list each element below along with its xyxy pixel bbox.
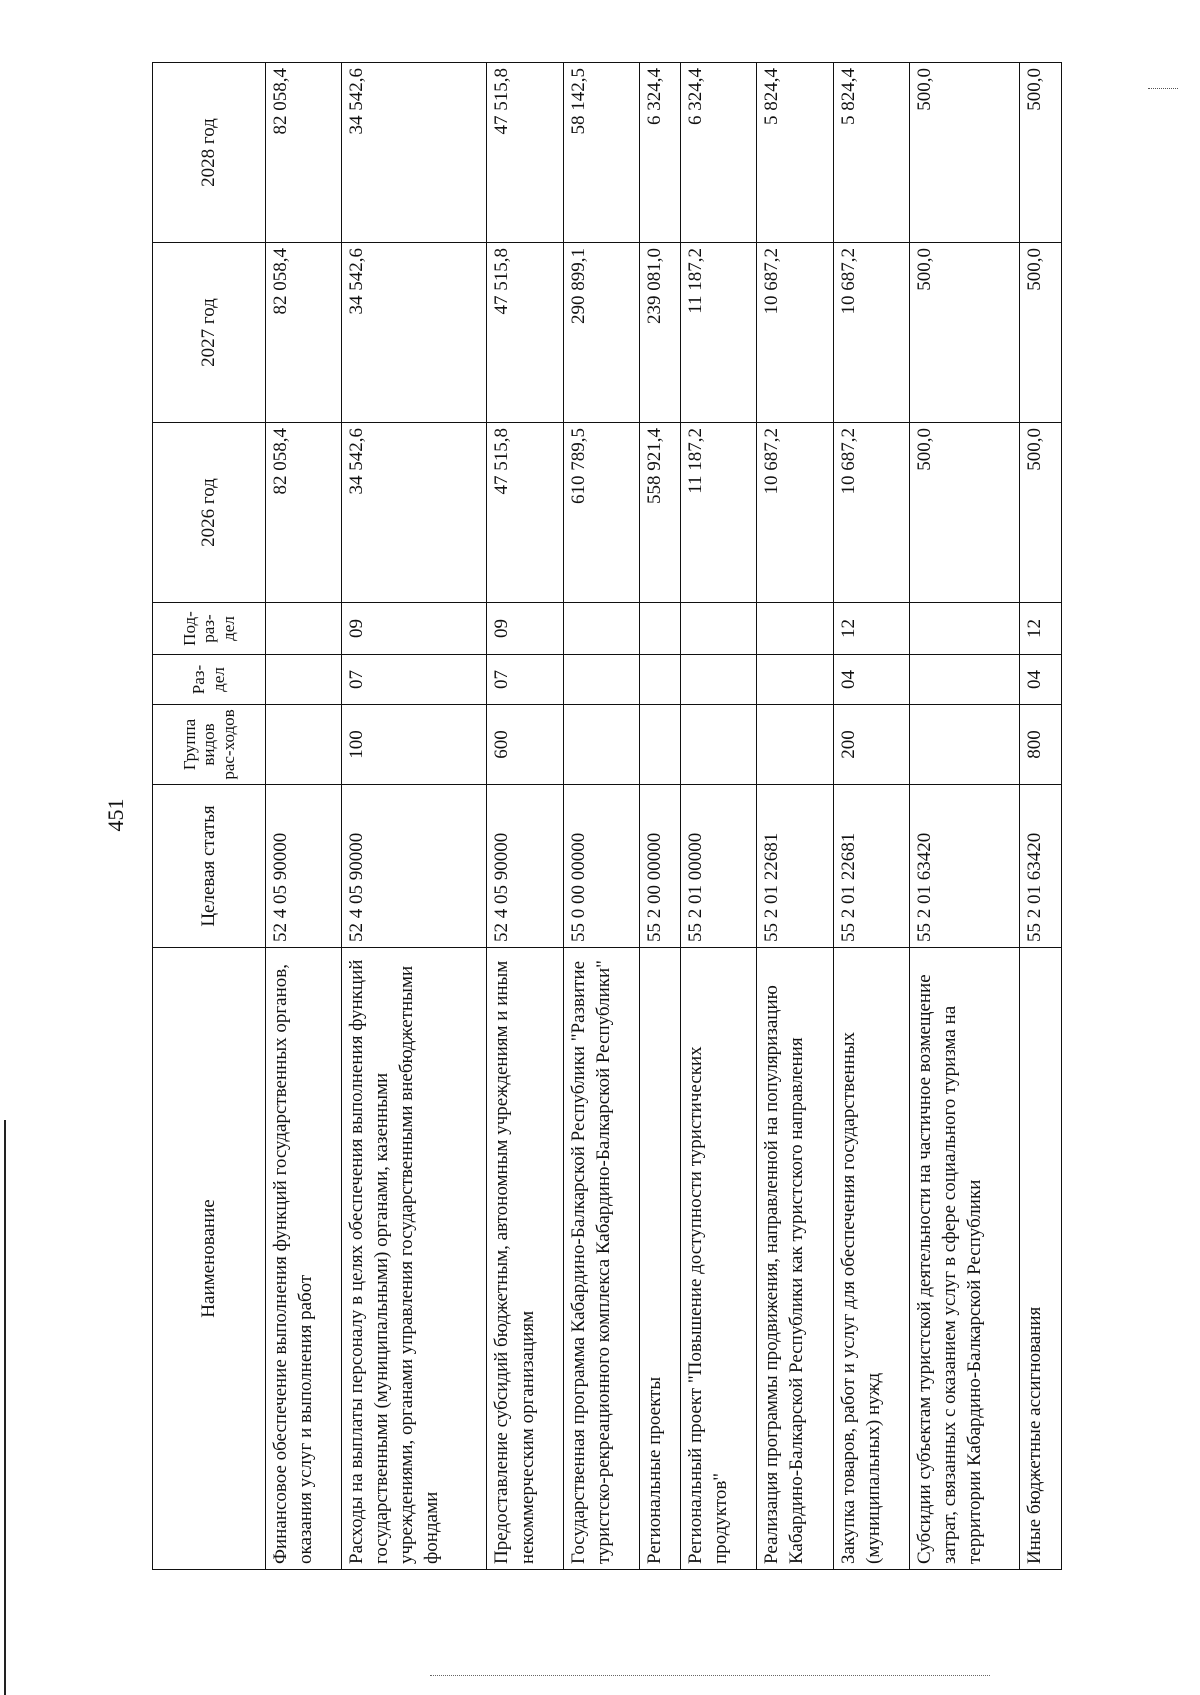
row-subsection bbox=[909, 603, 1020, 655]
row-name: Субсидии субъектам туристской деятельности на частичное возмещение затрат, связанных с оказанием услуг в сфере социального туризма на территории Кабардино-Балкарской Республики bbox=[909, 948, 1020, 1570]
table-row bbox=[1020, 63, 1062, 1570]
row-target: 55 0 00 00000 bbox=[563, 785, 639, 948]
row-subsection: 12 bbox=[833, 603, 909, 655]
row-2027: 47 515,8 bbox=[487, 243, 563, 423]
row-section: 07 bbox=[342, 655, 487, 705]
row-subsection bbox=[639, 603, 681, 655]
row-target: 55 2 01 00000 bbox=[681, 785, 757, 948]
row-2028: 58 142,5 bbox=[563, 63, 639, 243]
row-2027: 239 081,0 bbox=[639, 243, 681, 423]
row-subsection bbox=[563, 603, 639, 655]
row-section bbox=[909, 655, 1020, 705]
table-row bbox=[563, 63, 639, 1570]
row-section bbox=[681, 655, 757, 705]
row-section bbox=[266, 655, 342, 705]
row-target: 55 2 01 63420 bbox=[1020, 785, 1062, 948]
row-group bbox=[757, 705, 833, 785]
row-group bbox=[563, 705, 639, 785]
budget-table bbox=[152, 62, 1062, 1570]
row-group: 600 bbox=[487, 705, 563, 785]
row-2027: 290 899,1 bbox=[563, 243, 639, 423]
row-subsection: 09 bbox=[487, 603, 563, 655]
row-group bbox=[639, 705, 681, 785]
row-name: Закупка товаров, работ и услуг для обеспечения государственных (муниципальных) нужд bbox=[833, 948, 909, 1570]
row-2026: 500,0 bbox=[1020, 423, 1062, 603]
row-subsection bbox=[266, 603, 342, 655]
row-target: 52 4 05 90000 bbox=[266, 785, 342, 948]
row-name: Региональный проект "Повышение доступности туристических продуктов" bbox=[681, 948, 757, 1570]
scan-edge-line bbox=[4, 1120, 6, 1695]
row-target: 52 4 05 90000 bbox=[342, 785, 487, 948]
row-2027: 500,0 bbox=[1020, 243, 1062, 423]
header-2027: 2027 год bbox=[153, 243, 266, 423]
table-row bbox=[833, 63, 909, 1570]
header-section: Раз-дел bbox=[153, 655, 266, 705]
row-section: 04 bbox=[1020, 655, 1062, 705]
budget-table-container bbox=[152, 63, 1062, 1570]
row-subsection: 12 bbox=[1020, 603, 1062, 655]
row-group bbox=[266, 705, 342, 785]
table-row bbox=[681, 63, 757, 1570]
row-2026: 34 542,6 bbox=[342, 423, 487, 603]
header-2026: 2026 год bbox=[153, 423, 266, 603]
table-row bbox=[909, 63, 1020, 1570]
header-subsection: Под-раз-дел bbox=[153, 603, 266, 655]
header-target: Целевая статья bbox=[153, 785, 266, 948]
row-group: 200 bbox=[833, 705, 909, 785]
header-name: Наименование bbox=[153, 948, 266, 1570]
row-2027: 11 187,2 bbox=[681, 243, 757, 423]
header-group: Группа видов рас-ходов bbox=[153, 705, 266, 785]
row-2028: 5 824,4 bbox=[833, 63, 909, 243]
row-section bbox=[639, 655, 681, 705]
row-target: 52 4 05 90000 bbox=[487, 785, 563, 948]
row-subsection: 09 bbox=[342, 603, 487, 655]
row-target: 55 2 00 00000 bbox=[639, 785, 681, 948]
row-2028: 34 542,6 bbox=[342, 63, 487, 243]
row-2026: 558 921,4 bbox=[639, 423, 681, 603]
row-2026: 11 187,2 bbox=[681, 423, 757, 603]
row-2027: 10 687,2 bbox=[757, 243, 833, 423]
table-row bbox=[757, 63, 833, 1570]
row-2028: 82 058,4 bbox=[266, 63, 342, 243]
row-section bbox=[757, 655, 833, 705]
page-number: 451 bbox=[103, 798, 128, 832]
row-2028: 500,0 bbox=[909, 63, 1020, 243]
row-section: 07 bbox=[487, 655, 563, 705]
row-2028: 5 824,4 bbox=[757, 63, 833, 243]
row-2028: 47 515,8 bbox=[487, 63, 563, 243]
row-section: 04 bbox=[833, 655, 909, 705]
row-2027: 34 542,6 bbox=[342, 243, 487, 423]
row-name: Иные бюджетные ассигнования bbox=[1020, 948, 1062, 1570]
row-group: 100 bbox=[342, 705, 487, 785]
table-row bbox=[487, 63, 563, 1570]
row-target: 55 2 01 22681 bbox=[757, 785, 833, 948]
row-2027: 82 058,4 bbox=[266, 243, 342, 423]
row-section bbox=[563, 655, 639, 705]
scan-noise bbox=[1148, 88, 1178, 89]
table-row bbox=[639, 63, 681, 1570]
row-2028: 500,0 bbox=[1020, 63, 1062, 243]
row-2026: 10 687,2 bbox=[833, 423, 909, 603]
row-subsection bbox=[757, 603, 833, 655]
row-name: Реализация программы продвижения, направленной на популяризацию Кабардино-Балкарской Республики как туристского направления bbox=[757, 948, 833, 1570]
scan-noise bbox=[430, 1675, 990, 1676]
row-2027: 500,0 bbox=[909, 243, 1020, 423]
row-2026: 10 687,2 bbox=[757, 423, 833, 603]
header-2028: 2028 год bbox=[153, 63, 266, 243]
row-name: Государственная программа Кабардино-Балкарской Республики "Развитие туристско-рекреационного комплекса Кабардино-Балкарской Республики" bbox=[563, 948, 639, 1570]
row-group bbox=[909, 705, 1020, 785]
row-2026: 610 789,5 bbox=[563, 423, 639, 603]
table-row bbox=[266, 63, 342, 1570]
row-subsection bbox=[681, 603, 757, 655]
row-name: Расходы на выплаты персоналу в целях обеспечения выполнения функций государственными (муниципальными) органами, казенными учреждениями, органами управления государственными внебюджетными фондами bbox=[342, 948, 487, 1570]
row-2026: 82 058,4 bbox=[266, 423, 342, 603]
row-target: 55 2 01 22681 bbox=[833, 785, 909, 948]
row-2028: 6 324,4 bbox=[639, 63, 681, 243]
row-group bbox=[681, 705, 757, 785]
row-target: 55 2 01 63420 bbox=[909, 785, 1020, 948]
table-row bbox=[342, 63, 487, 1570]
row-name: Региональные проекты bbox=[639, 948, 681, 1570]
row-2028: 6 324,4 bbox=[681, 63, 757, 243]
row-2026: 500,0 bbox=[909, 423, 1020, 603]
row-2027: 10 687,2 bbox=[833, 243, 909, 423]
row-name: Предоставление субсидий бюджетным, автономным учреждениям и иным некоммерческим организациям bbox=[487, 948, 563, 1570]
row-group: 800 bbox=[1020, 705, 1062, 785]
row-name: Финансовое обеспечение выполнения функций государственных органов, оказания услуг и выполнения работ bbox=[266, 948, 342, 1570]
row-2026: 47 515,8 bbox=[487, 423, 563, 603]
table-header-row bbox=[153, 63, 266, 1570]
